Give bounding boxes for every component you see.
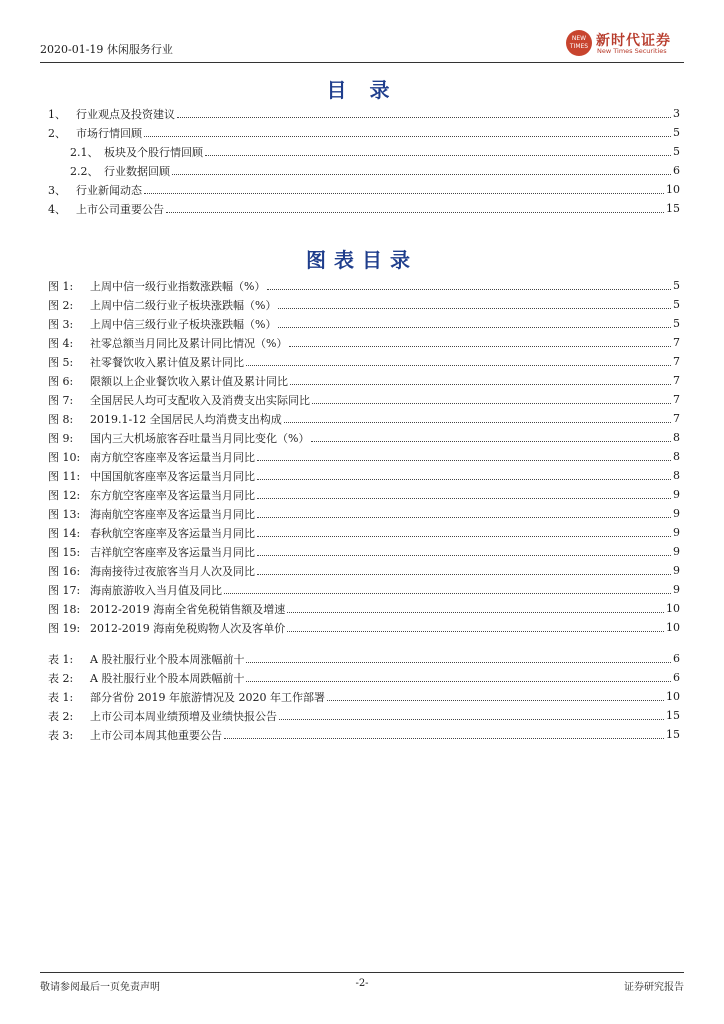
entry-page: 15 [666,709,680,722]
entry-page: 10 [666,690,680,703]
figure-entry[interactable] [48,295,680,314]
entry-page: 5 [673,317,680,330]
entry-number: 图 6: [48,374,74,388]
entry-page: 7 [673,412,680,425]
entry-page: 15 [666,202,680,215]
toc-entry[interactable] [48,104,680,123]
entry-number: 表 1: [48,690,74,704]
entry-page: 9 [673,564,680,577]
figure-entry[interactable] [48,409,680,428]
dot-leader [289,345,671,347]
toc-title: 目 录 [326,78,398,102]
entry-label: 上周中信二级行业子板块涨跌幅（%） [90,298,277,312]
entry-label: 中国国航客座率及客运量当月同比 [90,469,255,483]
entry-label: 上市公司重要公告 [76,202,164,216]
entry-number: 表 3: [48,728,74,742]
entry-number: 表 1: [48,652,74,666]
entry-number: 图 11: [48,469,81,483]
entry-number: 图 16: [48,564,81,578]
entry-page: 9 [673,488,680,501]
entry-page: 9 [673,583,680,596]
entry-label: 板块及个股行情回顾 [104,145,203,159]
entry-label: 上周中信三级行业子板块涨跌幅（%） [90,317,277,331]
entry-page: 7 [673,355,680,368]
entry-label: 国内三大机场旅客吞吐量当月同比变化（%） [90,431,310,445]
entry-page: 8 [673,450,680,463]
entry-page: 5 [673,279,680,292]
entry-page: 9 [673,507,680,520]
entry-label: 限额以上企业餐饮收入累计值及累计同比 [90,374,288,388]
entry-number: 图 15: [48,545,81,559]
entry-label: 吉祥航空客座率及客运量当月同比 [90,545,255,559]
entry-number: 图 1: [48,279,74,293]
entry-page: 3 [673,107,680,120]
dot-leader [257,516,671,518]
dot-leader [267,288,671,290]
dot-leader [144,135,671,137]
entry-label: 上市公司本周业绩预增及业绩快报公告 [90,709,277,723]
dot-leader [246,680,671,682]
header-date-industry: 2020-01-19 休闲服务行业 [40,43,173,56]
entry-number: 2、 [48,126,66,140]
figure-entry[interactable] [48,687,680,706]
entry-number: 图 12: [48,488,81,502]
section-gap [48,637,680,649]
entry-label: 2012-2019 海南全省免税销售额及增速 [90,602,286,616]
page-number: -2- [355,978,369,989]
dot-leader [257,554,671,556]
entry-number: 图 18: [48,602,81,616]
figure-entry[interactable] [48,314,680,333]
toc-entry[interactable] [48,123,680,142]
entry-number: 图 2: [48,298,74,312]
figure-entry[interactable] [48,618,680,637]
figure-entry[interactable] [48,725,680,744]
entry-label: 行业数据回顾 [104,164,170,178]
figure-entry[interactable] [48,485,680,504]
entry-label: 上周中信一级行业指数涨跌幅（%） [90,279,266,293]
figure-entry[interactable] [48,523,680,542]
dot-leader [246,364,671,366]
entry-label: A 股社服行业个股本周跌幅前十 [90,671,245,685]
entry-label: 2012-2019 海南免税购物人次及客单价 [90,621,286,635]
figure-entry[interactable] [48,447,680,466]
figure-entry[interactable] [48,466,680,485]
dot-leader [224,592,671,594]
entry-number: 2.2、 [70,164,99,178]
entry-page: 10 [666,602,680,615]
entry-page: 10 [666,183,680,196]
entry-page: 10 [666,621,680,634]
entry-number: 图 8: [48,412,74,426]
dot-leader [177,116,671,118]
figure-entry[interactable] [48,542,680,561]
dot-leader [278,307,671,309]
entry-number: 图 13: [48,507,81,521]
dot-leader [144,192,664,194]
entry-page: 8 [673,431,680,444]
entry-page: 6 [673,164,680,177]
entry-page: 7 [673,374,680,387]
figure-entry[interactable] [48,333,680,352]
dot-leader [284,421,671,423]
entry-label: 行业新闻动态 [76,183,142,197]
dot-leader [257,459,671,461]
figures-title: 图表目录 [306,248,418,272]
entry-label: 社零总额当月同比及累计同比情况（%） [90,336,288,350]
dot-leader [205,154,671,156]
entry-number: 图 17: [48,583,81,597]
entry-label: 行业观点及投资建议 [76,107,175,121]
dot-leader [257,497,671,499]
dot-leader [257,535,671,537]
entry-number: 图 14: [48,526,81,540]
entry-label: 市场行情回顾 [76,126,142,140]
entry-page: 8 [673,469,680,482]
dot-leader [290,383,671,385]
entry-page: 7 [673,336,680,349]
figure-entry[interactable] [48,390,680,409]
figure-entry[interactable] [48,649,680,668]
dot-leader [224,737,664,739]
entry-number: 图 19: [48,621,81,635]
figure-entry[interactable] [48,706,680,725]
entry-page: 9 [673,526,680,539]
disclaimer-note: 敬请参阅最后一页免责声明 [40,982,160,993]
entry-number: 图 5: [48,355,74,369]
page-header [40,33,684,63]
figure-entry[interactable] [48,504,680,523]
figure-entry[interactable] [48,352,680,371]
dot-leader [327,699,664,701]
dot-leader [166,211,664,213]
toc-entry[interactable] [48,180,680,199]
dot-leader [257,478,671,480]
entry-label: 部分省份 2019 年旅游情况及 2020 年工作部署 [90,690,325,704]
entry-label: 东方航空客座率及客运量当月同比 [90,488,255,502]
entry-label: 海南旅游收入当月值及同比 [90,583,222,597]
logo-emblem: NEW TIMES [566,30,592,56]
entry-number: 图 7: [48,393,74,407]
entry-label: 社零餐饮收入累计值及累计同比 [90,355,244,369]
dot-leader [257,573,671,575]
entry-page: 7 [673,393,680,406]
toc-entry[interactable] [48,142,680,161]
toc-entry[interactable] [48,161,680,180]
entry-page: 6 [673,652,680,665]
logo-english-name: New Times Securities [597,47,667,55]
toc-list [48,104,680,218]
company-logo [566,30,684,58]
entry-label: A 股社服行业个股本周涨幅前十 [90,652,245,666]
dot-leader [279,718,664,720]
figure-entry[interactable] [48,428,680,447]
entry-page: 5 [673,126,680,139]
dot-leader [287,611,664,613]
figure-entry[interactable] [48,599,680,618]
figure-entry[interactable] [48,668,680,687]
entry-number: 3、 [48,183,66,197]
entry-page: 15 [666,728,680,741]
figure-entry[interactable] [48,561,680,580]
dot-leader [287,630,664,632]
entry-number: 4、 [48,202,66,216]
dot-leader [311,440,671,442]
entry-label: 春秋航空客座率及客运量当月同比 [90,526,255,540]
figures-list [48,276,680,744]
entry-label: 2019.1-12 全国居民人均消费支出构成 [90,412,282,426]
entry-number: 图 3: [48,317,74,331]
dot-leader [278,326,671,328]
logo-chinese-name: 新时代证券 [596,33,671,49]
entry-number: 表 2: [48,671,74,685]
entry-number: 图 10: [48,450,81,464]
dot-leader [172,173,671,175]
entry-number: 2.1、 [70,145,99,159]
entry-number: 图 4: [48,336,74,350]
entry-label: 南方航空客座率及客运量当月同比 [90,450,255,464]
entry-label: 全国居民人均可支配收入及消费支出实际同比 [90,393,310,407]
figure-entry[interactable] [48,276,680,295]
figure-entry[interactable] [48,580,680,599]
dot-leader [246,661,671,663]
page-footer [40,972,684,991]
entry-number: 表 2: [48,709,74,723]
report-type: 证券研究报告 [624,982,684,993]
entry-page: 9 [673,545,680,558]
entry-number: 图 9: [48,431,74,445]
entry-label: 海南接待过夜旅客当月人次及同比 [90,564,255,578]
entry-label: 海南航空客座率及客运量当月同比 [90,507,255,521]
dot-leader [312,402,671,404]
entry-page: 5 [673,298,680,311]
entry-number: 1、 [48,107,66,121]
figure-entry[interactable] [48,371,680,390]
entry-page: 6 [673,671,680,684]
entry-label: 上市公司本周其他重要公告 [90,728,222,742]
entry-page: 5 [673,145,680,158]
toc-entry[interactable] [48,199,680,218]
